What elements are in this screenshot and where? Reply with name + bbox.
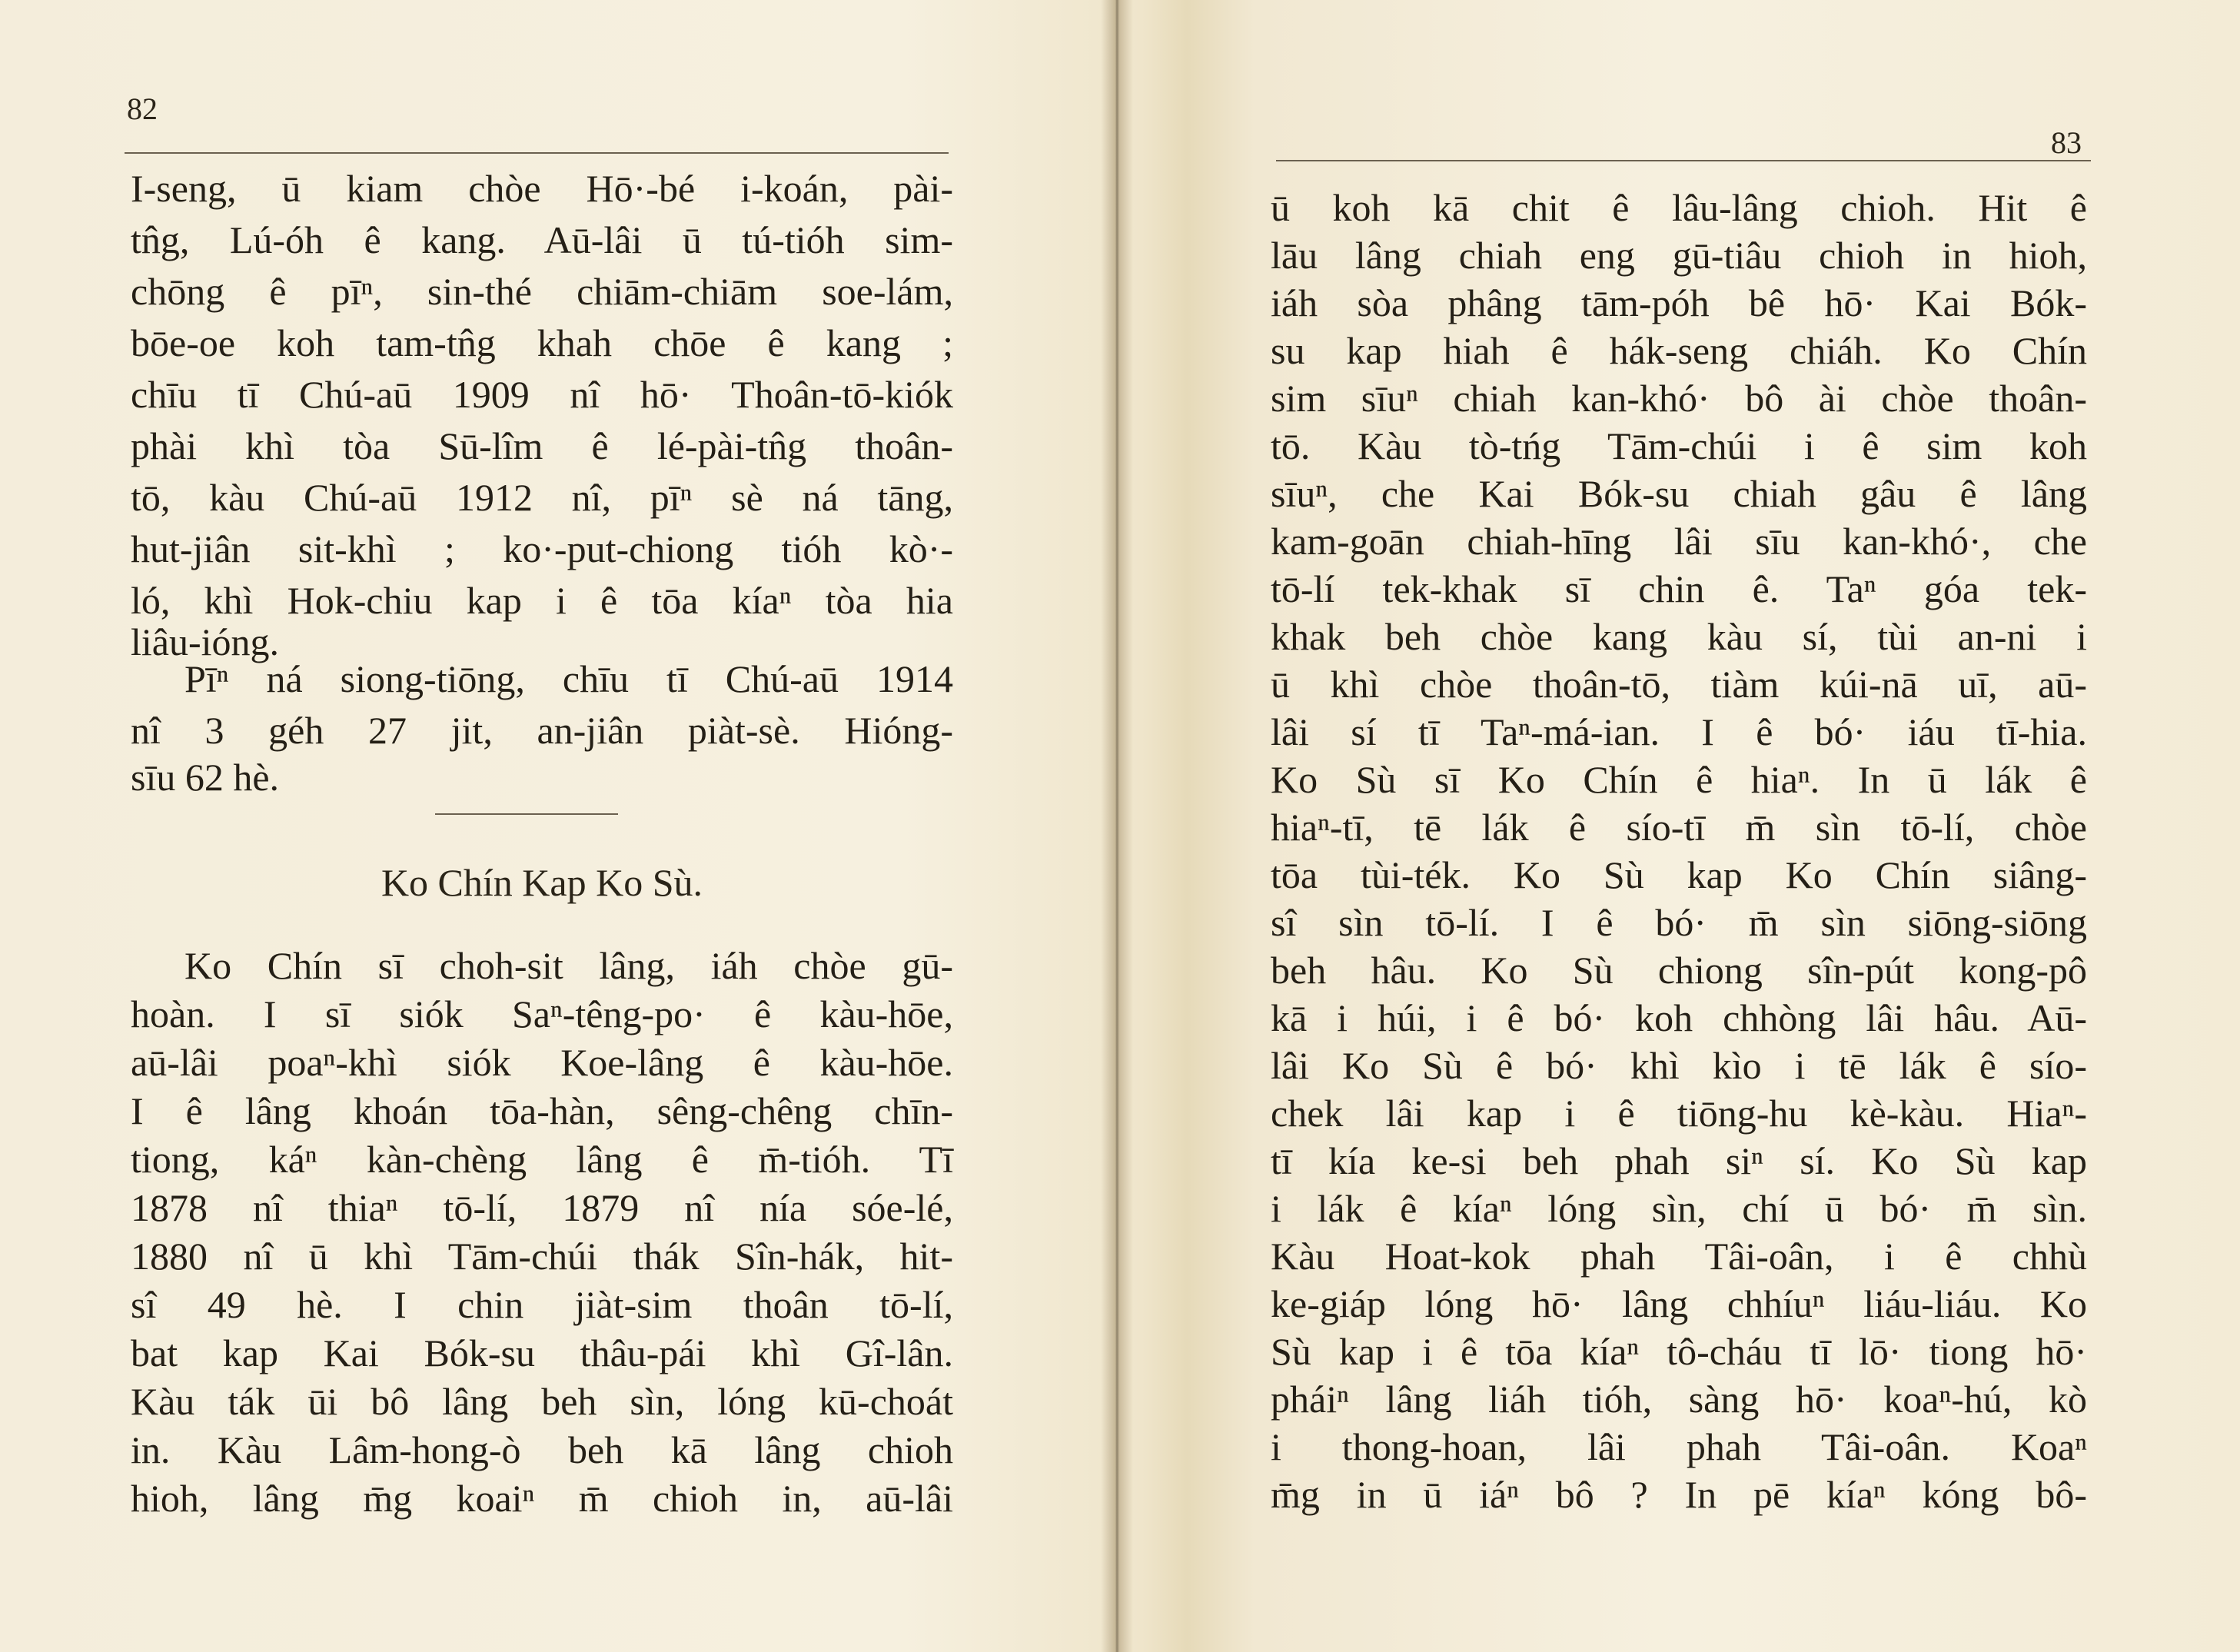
text-line: Kàu Hoat-kok phah Tâi-oân, i ê chhù: [1271, 1235, 2087, 1278]
text-line: tī kía ke-si beh phah siⁿ sí. Ko Sù kap: [1271, 1139, 2087, 1182]
text-line: in. Kàu Lâm-hong-ò beh kā lâng chioh: [131, 1428, 953, 1471]
text-line: chōng ê pīⁿ, sin-thé chiām-chiām soe-lám,: [131, 270, 953, 313]
text-line: liâu-ióng.: [131, 620, 280, 663]
text-line: aū-lâi poaⁿ-khì siók Koe-lâng ê kàu-hōe.: [131, 1041, 953, 1084]
page-number: 82: [127, 91, 158, 126]
text-line: tn̂g, Lú-óh ê kang. Aū-lâi ū tú-tióh sim-: [131, 218, 953, 261]
text-line: sīuⁿ, che Kai Bók-su chiah gâu ê lâng: [1271, 472, 2087, 515]
text-line: sî sìn tō-lí. I ê bó· m̄ sìn siōng-siōng: [1271, 901, 2087, 944]
text-line: hiaⁿ-tī, tē lák ê sío-tī m̄ sìn tō-lí, chòe: [1271, 806, 2087, 849]
text-line: Ko Chín sī choh-sit lâng, iáh chòe gū-: [184, 944, 953, 987]
text-line: sî 49 hè. I chin jiàt-sim thoân tō-lí,: [131, 1283, 953, 1326]
text-line: tō, kàu Chú-aū 1912 nî, pīⁿ sè ná tāng,: [131, 476, 953, 519]
text-line: tō. Kàu tò-tńg Tām-chúi i ê sim koh: [1271, 424, 2087, 467]
text-line: 1880 nî ū khì Tām-chúi thák Sîn-hák, hit-: [131, 1235, 953, 1278]
text-line: 1878 nî thiaⁿ tō-lí, 1879 nî nía sóe-lé,: [131, 1186, 953, 1229]
text-line: m̄g in ū iáⁿ bô ? In pē kíaⁿ kóng bô-: [1271, 1473, 2087, 1516]
text-line: tō-lí tek-khak sī chin ê. Taⁿ góa tek-: [1271, 567, 2087, 610]
section-heading: Ko Chín Kap Ko Sù.: [381, 861, 703, 904]
page-number: 83: [2051, 125, 2082, 160]
text-line: lâi sí tī Taⁿ-má-ian. I ê bó· iáu tī-hia.: [1271, 710, 2087, 753]
text-line: ke-giáp lóng hō· lâng chhíuⁿ liáu-liáu. Ko: [1271, 1282, 2087, 1325]
text-line: chīu tī Chú-aū 1909 nî hō· Thoân-tō-kiók: [131, 373, 953, 416]
text-line: su kap hiah ê hák-seng chiáh. Ko Chín: [1271, 329, 2087, 372]
header-rule: [1276, 160, 2091, 161]
text-line: bat kap Kai Bók-su thâu-pái khì Gî-lân.: [131, 1331, 953, 1374]
text-line: ū khì chòe thoân-tō, tiàm kúi-nā uī, aū-: [1271, 663, 2087, 706]
text-line: iáh sòa phâng tām-póh bê hō· Kai Bók-: [1271, 281, 2087, 324]
text-line: phài khì tòa Sū-lîm ê lé-pài-tn̂g thoân-: [131, 424, 953, 467]
text-line: I ê lâng khoán tōa-hàn, sêng-chêng chīn-: [131, 1089, 953, 1132]
text-line: kam-goān chiah-hīng lâi sīu kan-khó·, che: [1271, 520, 2087, 563]
text-line: beh hâu. Ko Sù chiong sîn-pút kong-pô: [1271, 949, 2087, 992]
text-line: Kàu ták ūi bô lâng beh sìn, lóng kū-choát: [131, 1380, 953, 1423]
text-line: Ko Sù sī Ko Chín ê hiaⁿ. In ū lák ê: [1271, 758, 2087, 801]
text-line: chek lâi kap i ê tiōng-hu kè-kàu. Hiaⁿ-: [1271, 1092, 2087, 1135]
text-line: hioh, lâng m̄g koaiⁿ m̄ chioh in, aū-lâi: [131, 1477, 953, 1520]
text-line: lâi Ko Sù ê bó· khì kìo i tē lák ê sío-: [1271, 1044, 2087, 1087]
text-line: hoàn. I sī siók Saⁿ-têng-po· ê kàu-hōe,: [131, 992, 953, 1035]
text-line: sīu 62 hè.: [131, 756, 280, 799]
section-separator: [435, 813, 618, 815]
text-line: lāu lâng chiah eng gū-tiâu chioh in hioh,: [1271, 234, 2087, 277]
left-page: [0, 0, 1107, 1652]
text-line: Pīⁿ ná siong-tiōng, chīu tī Chú-aū 1914: [184, 657, 953, 700]
text-line: I-seng, ū kiam chòe Hō·-bé i-koán, pài-: [131, 167, 953, 210]
text-line: bōe-oe koh tam-tn̂g khah chōe ê kang ;: [131, 321, 953, 364]
text-line: nî 3 géh 27 jit, an-jiân piàt-sè. Hióng-: [131, 709, 953, 752]
text-line: ló, khì Hok-chiu kap i ê tōa kíaⁿ tòa hia: [131, 579, 953, 622]
text-line: pháiⁿ lâng liáh tióh, sàng hō· koaⁿ-hú, kò: [1271, 1378, 2087, 1421]
text-line: tiong, káⁿ kàn-chèng lâng ê m̄-tióh. Tī: [131, 1138, 953, 1181]
text-line: ū koh kā chit ê lâu-lâng chioh. Hit ê: [1271, 186, 2087, 229]
text-line: i thong-hoan, lâi phah Tâi-oân. Koaⁿ: [1271, 1425, 2087, 1468]
text-line: sim sīuⁿ chiah kan-khó· bô ài chòe thoân-: [1271, 377, 2087, 420]
text-line: khak beh chòe kang kàu sí, tùi an-ni i: [1271, 615, 2087, 658]
text-line: i lák ê kíaⁿ lóng sìn, chí ū bó· m̄ sìn.: [1271, 1187, 2087, 1230]
header-rule: [125, 152, 949, 154]
text-line: kā i húi, i ê bó· koh chhòng lâi hâu. Aū-: [1271, 996, 2087, 1039]
text-line: tōa tùi-ték. Ko Sù kap Ko Chín siâng-: [1271, 853, 2087, 896]
text-line: Sù kap i ê tōa kíaⁿ tô-cháu tī lō· tiong hō·: [1271, 1330, 2087, 1373]
text-line: hut-jiân sit-khì ; ko·-put-chiong tióh kò·-: [131, 527, 953, 570]
